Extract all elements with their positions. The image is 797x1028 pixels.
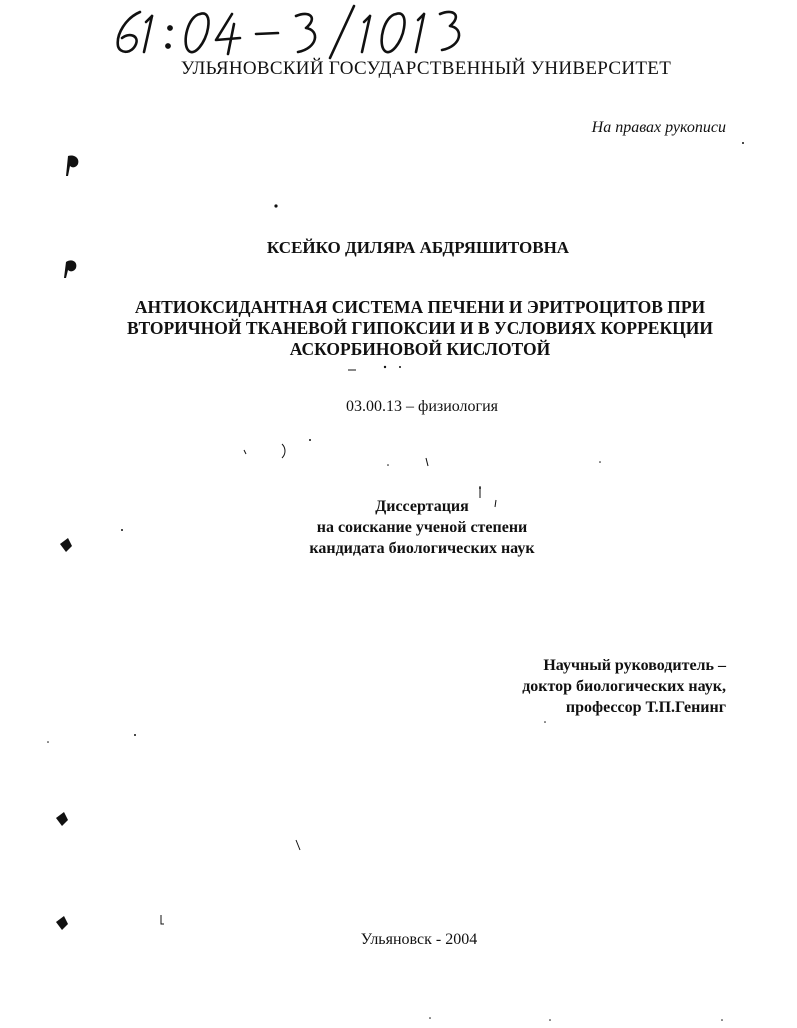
degree-line: Диссертация <box>375 498 469 515</box>
degree-line: на соискание ученой степени <box>316 519 528 536</box>
dissertation-title <box>90 297 750 360</box>
university-name: УЛЬЯНОВСКИЙ ГОСУДАРСТВЕННЫЙ УНИВЕРСИТЕТ <box>180 58 672 79</box>
author-name: КСЕЙКО ДИЛЯРА АБДРЯШИТОВНА <box>266 238 570 257</box>
handwritten-archive-number <box>108 2 478 62</box>
specialty-code: 03.00.13 – физиология <box>345 398 499 415</box>
title-line: ВТОРИЧНОЙ ТКАНЕВОЙ ГИПОКСИИ И В УСЛОВИЯХ КОРРЕКЦИИ <box>127 318 713 338</box>
degree-statement <box>200 496 644 559</box>
title-line: АСКОРБИНОВОЙ КИСЛОТОЙ <box>289 339 551 359</box>
supervisor-line: доктор биологических наук, <box>522 678 726 695</box>
rights-note: На правах рукописи <box>591 119 726 136</box>
supervisor-line: Научный руководитель – <box>543 657 726 674</box>
supervisor-block <box>430 655 726 718</box>
degree-line: кандидата биологических наук <box>309 540 535 557</box>
supervisor-line: профессор Т.П.Генинг <box>565 699 726 716</box>
city-year: Ульяновск - 2004 <box>360 931 478 948</box>
title-line: АНТИОКСИДАНТНАЯ СИСТЕМА ПЕЧЕНИ И ЭРИТРОЦИТОВ ПРИ <box>134 297 706 317</box>
